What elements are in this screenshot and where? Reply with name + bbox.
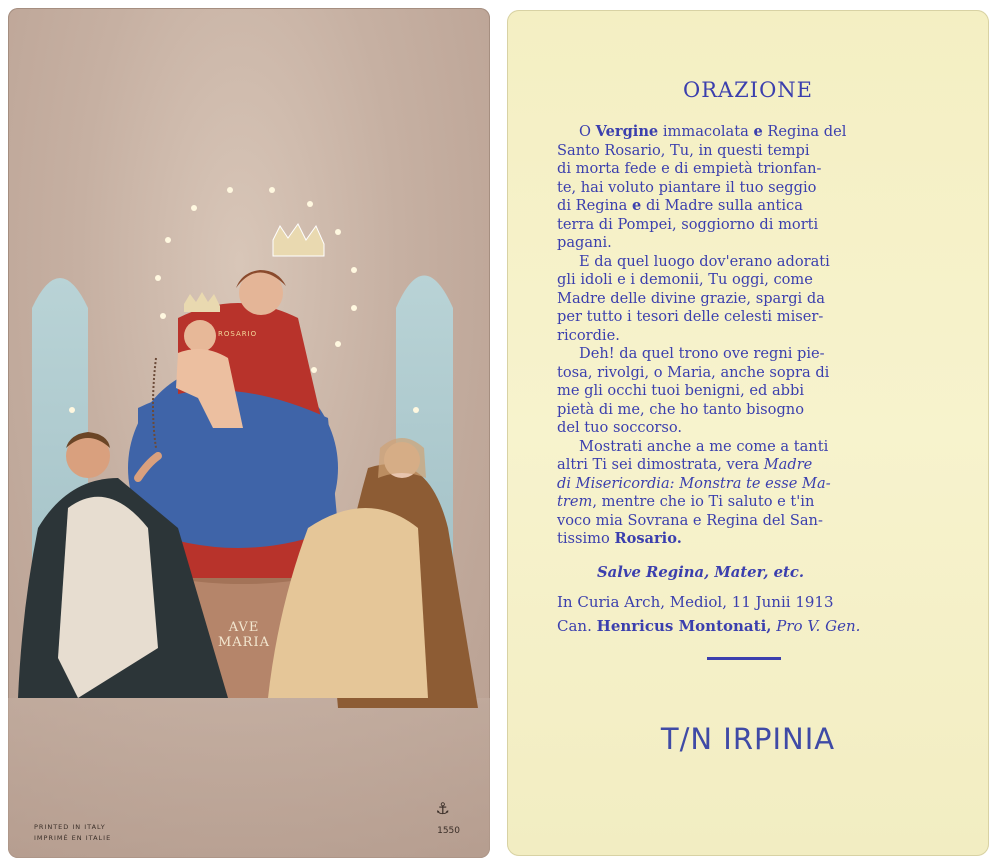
prayer-line [557, 160, 933, 179]
prayer-line [557, 253, 933, 272]
printed-line-1: PRINTED IN ITALY [34, 823, 106, 831]
prayer-segment: di morta fede e di empietà trionfan- [557, 160, 822, 177]
prayer-segment: Santo Rosario, Tu, in questi tempi [557, 141, 810, 159]
prayer-line [557, 364, 933, 383]
prayer-segment: di Misericordia: Monstra te esse Ma- [557, 474, 831, 492]
prayer-segment: trem [557, 493, 593, 510]
prayer-segment: altri Ti sei dimostrata, vera [557, 456, 764, 473]
prayer-segment: voco mia Sovrana e Regina del San- [557, 511, 823, 529]
prayer-line [557, 493, 933, 512]
prayer-segment: del tuo soccorso. [557, 419, 683, 436]
prayer-line [557, 419, 933, 438]
irpinia-stamp: T/N IRPINIA [660, 722, 836, 756]
prayer-line [557, 271, 933, 290]
imprimatur-canon [557, 617, 860, 635]
prayer-segment: tissimo [557, 530, 615, 547]
prayer-line [557, 123, 933, 142]
prayer-segment: pietà di me, che ho tanto bisogno [557, 400, 804, 418]
holy-card-back [507, 10, 989, 856]
prayer-segment: Vergine [595, 123, 659, 140]
prayer-segment: , mentre che io Ti saluto e t'in [592, 493, 815, 510]
prayer-segment: E da quel luogo dov'erano adorati [579, 252, 830, 270]
child-crown [184, 292, 220, 312]
prayer-segment: te, hai voluto piantare il tuo seggio [557, 178, 817, 196]
salve-regina-line: Salve Regina, Mater, etc. [597, 564, 805, 581]
canon-suffix: Pro V. Gen. [776, 617, 861, 635]
pedestal-line-1: AVE [228, 620, 260, 635]
prayer-segment: terra di Pompei, soggiorno di morti [557, 215, 819, 233]
prayer-line [557, 142, 933, 161]
printed-line-2: IMPRIMÉ EN ITALIE [34, 834, 112, 842]
prayer-segment: per tutto i tesori delle celesti miser- [557, 308, 824, 325]
prayer-segment: tosa, rivolgi, o Maria, anche sopra di [557, 363, 830, 381]
prayer-line [557, 216, 933, 235]
prayer-line [557, 530, 933, 549]
prayer-line [557, 327, 933, 346]
imprimatur-curia: In Curia Arch, Mediol, 11 Junii 1913 [557, 593, 834, 611]
prayer-segment: pagani. [557, 234, 612, 251]
robe-inscription: ROSARIO [218, 330, 258, 338]
prayer-segment: di Regina [557, 197, 633, 214]
prayer-line [557, 382, 933, 401]
prayer-line [557, 401, 933, 420]
prayer-segment: Mostrati anche a me come a tanti [579, 437, 829, 455]
child-face [184, 320, 216, 352]
prayer-segment: Rosario. [614, 530, 682, 547]
prayer-segment: O [579, 123, 596, 140]
prayer-text [557, 123, 933, 549]
pedestal-line-2: MARIA [217, 635, 270, 650]
prayer-title: ORAZIONE [682, 78, 813, 102]
prayer-segment: ricordie. [557, 326, 620, 344]
holy-card-front [8, 8, 490, 858]
canon-name: Henricus Montonati, [596, 617, 772, 635]
prayer-segment: gli idoli e i demonii, Tu oggi, come [557, 271, 813, 288]
prayer-segment: di Madre sulla antica [641, 197, 803, 214]
madonna-crown [273, 224, 324, 256]
prayer-line [557, 475, 933, 494]
prayer-segment: Madre delle divine grazie, spargi da [557, 289, 825, 307]
printed-in-italy [34, 822, 111, 844]
prayer-segment: Deh! da quel trono ove regni pie- [579, 345, 825, 362]
prayer-segment: e [753, 123, 763, 140]
prayer-line [557, 456, 933, 475]
prayer-line [557, 179, 933, 198]
prayer-line [557, 234, 933, 253]
canon-prefix: Can. [557, 617, 592, 635]
prayer-segment: Madre [763, 456, 813, 473]
prayer-line [557, 512, 933, 531]
prayer-line [557, 197, 933, 216]
prayer-line [557, 308, 933, 327]
prayer-segment: immacolata [658, 123, 754, 140]
prayer-line [557, 438, 933, 457]
prayer-line [557, 345, 933, 364]
anchor-icon: ⚓ [435, 799, 450, 818]
madonna-of-pompeii-illustration [8, 8, 490, 858]
catalog-number: 1550 [437, 826, 460, 836]
prayer-segment: me gli occhi tuoi benigni, ed abbi [557, 382, 805, 399]
prayer-line [557, 290, 933, 309]
divider-rule [707, 657, 781, 660]
prayer-segment: e [632, 197, 642, 214]
pedestal-inscription [204, 620, 284, 650]
prayer-segment: Regina del [762, 123, 847, 140]
